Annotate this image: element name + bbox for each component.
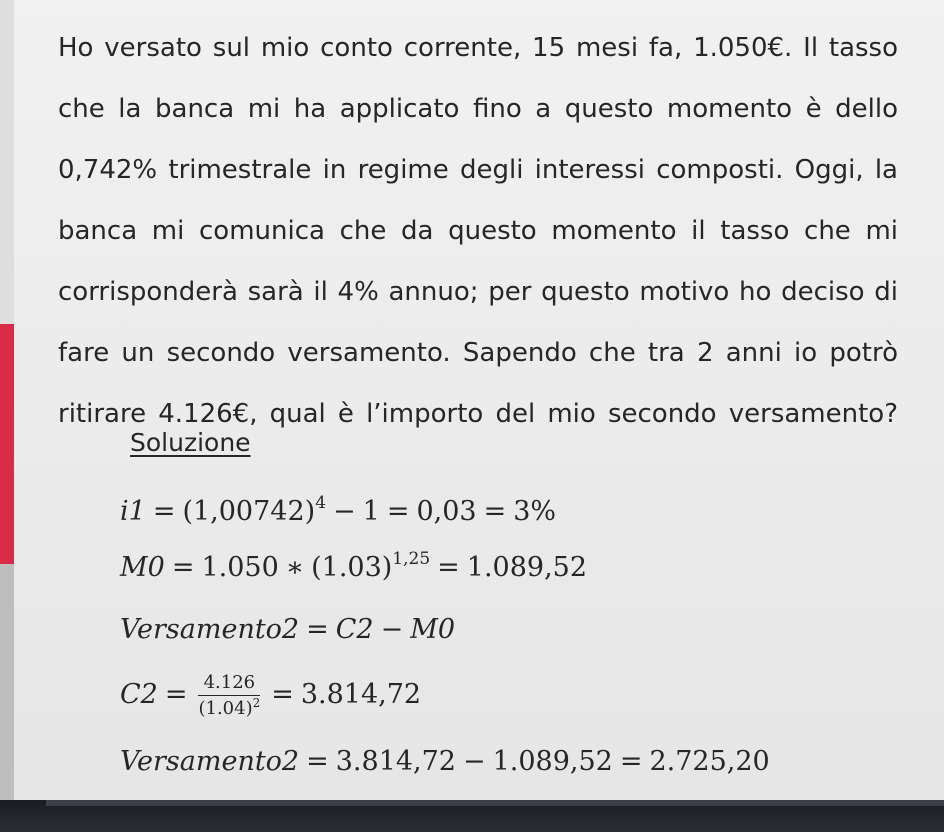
eq4-lhs: C2 (120, 679, 158, 710)
problem-line: fare un secondo versamento. Sapendo che tra 2 anni io potrò (58, 338, 898, 368)
eq5-b: 1.089,52 (492, 746, 613, 777)
eq4-denominator-base: (1.04) (198, 698, 253, 719)
eq2-result: 1.089,52 (466, 552, 588, 583)
eq1-percent: 3% (513, 496, 557, 527)
eq2-lhs: M0 (120, 552, 165, 583)
equation-amount-m0: M0 = 1.050 ∗ $(1.03)^{1,25} = 1.089,52$ (120, 549, 588, 583)
problem-line: Ho versato sul mio conto corrente, 15 mesi fa, 1.050€. Il tasso (58, 33, 898, 63)
eq1-lhs: i1 (120, 496, 146, 527)
problem-line: ritirare 4.126€, qual è l’importo del mio secondo versamento? (58, 399, 898, 429)
monitor-bezel-bottom (0, 800, 944, 832)
equation-versamento-definition: Versamento2 = C2 − M0 (120, 614, 456, 645)
left-red-edge (0, 324, 14, 564)
eq1-exponent: 4 (315, 493, 327, 513)
eq1-base: (1,00742) (182, 496, 316, 527)
eq4-denominator-exponent: 2 (252, 696, 261, 710)
equation-interest-rate: $i1 = (1,00742)^4 - 1 = 0,03 = 3\%$ (120, 493, 557, 527)
eq1-result: 0,03 (416, 496, 477, 527)
eq4-result: 3.814,72 (300, 679, 422, 710)
eq4-fraction (198, 672, 260, 719)
eq3-lhs: Versamento2 (120, 614, 300, 645)
eq2-exponent: 1,25 (392, 549, 431, 569)
eq1-one: 1 (362, 496, 380, 527)
eq3-m0: M0 (410, 614, 456, 645)
eq5-lhs: Versamento2 (120, 746, 300, 777)
problem-line: banca mi comunica che da questo momento il tasso che mi (58, 216, 898, 246)
problem-line: che la banca mi ha applicato fino a questo momento è dello (58, 94, 898, 124)
eq2-base: (1.03) (311, 552, 393, 583)
equation-versamento-result: Versamento2 = 3.814,72 − 1.089,52 = 2.725,20 (120, 746, 770, 777)
problem-line: corrisponderà sarà il 4% annuo; per questo motivo ho deciso di (58, 277, 898, 307)
equation-capital-c2: C2 = $\frac{4.126}{(1.04)^2}$ = 3.814,72 (120, 672, 422, 719)
eq5-a: 3.814,72 (335, 746, 456, 777)
solution-heading: Soluzione (130, 428, 251, 457)
eq4-denominator (198, 696, 260, 719)
eq3-c2: C2 (335, 614, 374, 645)
problem-text (58, 18, 898, 445)
eq2-factor: 1.050 (201, 552, 279, 583)
eq4-numerator: 4.126 (198, 672, 260, 696)
eq5-result: 2.725,20 (649, 746, 770, 777)
problem-line: 0,742% trimestrale in regime degli interessi composti. Oggi, la (58, 155, 898, 185)
